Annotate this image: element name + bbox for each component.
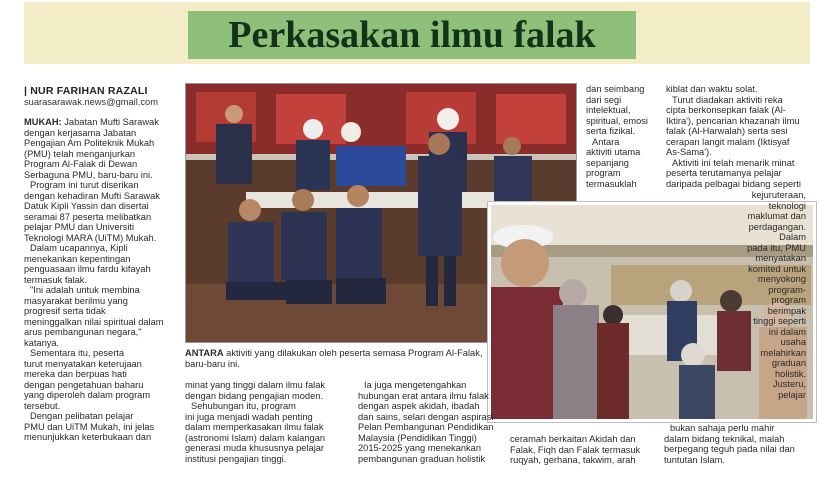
column-5-right xyxy=(714,190,806,400)
col2-line: dengan bidang pengajian moden. xyxy=(185,390,324,401)
column-1-line xyxy=(24,254,164,265)
column-1-line xyxy=(24,128,164,139)
column-3 xyxy=(358,380,493,464)
col4-top-line: dari segi xyxy=(586,94,622,105)
column-1-line xyxy=(24,243,164,254)
column-1-line xyxy=(24,212,164,223)
line-text: "Ini adalah untuk membina xyxy=(30,285,140,295)
column-1-line xyxy=(24,422,164,433)
line-text: Datuk Kipli Yassin dan disertai xyxy=(24,201,149,211)
col3-line: Ia juga mengetengahkan xyxy=(364,380,467,390)
column-1-line xyxy=(24,149,164,160)
col3-line: hubungan erat antara ilmu falak xyxy=(358,390,489,401)
line-text: dengan kerjasama Jabatan xyxy=(24,127,137,138)
line-text: Program Al-Falak di Dewan xyxy=(24,159,138,169)
column-1 xyxy=(24,117,164,443)
headline-box xyxy=(188,11,636,59)
col5-right-line: pelajar xyxy=(778,389,806,400)
col5-right-line: berimpak xyxy=(767,305,806,316)
column-1-line xyxy=(24,138,164,149)
col4-bottom-line: ruqyah, gerhana, takwim, arah xyxy=(510,455,636,465)
col5-top-line: peserta terutamanya pelajar xyxy=(666,168,782,178)
column-1-line xyxy=(24,390,164,401)
col5-top-line: cerapan langit malam (Iktisyaf xyxy=(666,136,790,147)
line-text: Dengan pelibatan pelajar xyxy=(30,411,134,421)
col5-top-line: daripada pelbagai bidang seperti xyxy=(666,178,801,189)
author-email: suarasarawak.news@gmail.com xyxy=(24,97,158,107)
column-1-line xyxy=(24,432,164,443)
column-1-line xyxy=(24,306,164,317)
col4-top-line: dan seimbang xyxy=(586,84,645,94)
column-1-line xyxy=(24,201,164,212)
col5-top-line: cipta berkonsepkan falak (Al- xyxy=(666,105,786,115)
col4-top-line: aktiviti utama xyxy=(586,147,641,157)
col4-top-line: spiritual, emosi xyxy=(586,115,649,126)
col2-line: Sehubungan itu, program xyxy=(191,401,296,411)
col5-right-line: tinggi seperti xyxy=(753,316,806,326)
line-text: Serbaguna PMU, baru-baru ini. xyxy=(24,169,153,180)
col4-bottom-line: Falak, Fiqh dan Falak termasuk xyxy=(510,444,641,455)
caption-line-2: baru-baru ini. xyxy=(185,358,240,369)
col5-bottom-line: bukan sahaja perlu mahir xyxy=(670,423,775,433)
column-1-line xyxy=(24,285,164,296)
col3-line: dengan aspek akidah, ibadah xyxy=(358,401,480,411)
column-1-line xyxy=(24,369,164,380)
col5-right-line: Dalam xyxy=(779,232,806,242)
column-5-bottom xyxy=(664,423,795,465)
line-text: menekankan kepentingan xyxy=(24,253,131,264)
headline: Perkasakan ilmu falak xyxy=(228,14,596,56)
col3-line: Malaysia (Pendidikan Tinggi) xyxy=(358,432,477,443)
col5-bottom-line: tuntutan Islam. xyxy=(664,454,725,465)
col5-right-line: teknologi xyxy=(768,200,806,211)
col5-right-line: menyokong xyxy=(757,274,806,284)
line-text: masyarakat berilmu yang xyxy=(24,295,128,306)
col5-right-line: program- xyxy=(768,284,806,295)
column-1-line xyxy=(24,170,164,181)
col3-line: pembangunan graduan holistik xyxy=(358,453,486,464)
col5-bottom-line: berpegang teguh pada nilai dan xyxy=(664,444,795,454)
photo-caption xyxy=(185,348,482,369)
line-text: menunjukkan keterbukaan dan xyxy=(24,432,152,442)
column-1-line xyxy=(24,159,164,170)
line-text: progresif serta tidak xyxy=(24,306,106,316)
col5-top-line: Turut diadakan aktiviti reka xyxy=(672,94,783,105)
column-2 xyxy=(185,380,325,464)
line-text: Jabatan Mufti Sarawak xyxy=(61,117,159,127)
line-text: arus pembangunan negara," xyxy=(24,327,142,337)
line-text: tersebut. xyxy=(24,400,61,411)
column-1-line xyxy=(24,359,164,370)
line-text: dengan pengetahuan baharu xyxy=(24,379,144,390)
col4-top-line: termasuklah xyxy=(586,178,637,189)
line-text: Sementara itu, peserta xyxy=(30,348,125,358)
col5-right-line: Justeru, xyxy=(772,379,806,389)
col2-line: generasi muda khususnya pelajar xyxy=(185,443,325,453)
col5-right-line: program xyxy=(771,295,806,305)
line-text: Pengajian Am Politeknik Mukah xyxy=(24,138,155,148)
author-byline: | NUR FARIHAN RAZALI xyxy=(24,85,148,97)
col5-right-line: ini dalam xyxy=(768,326,806,337)
col5-right-line: perdagangan. xyxy=(748,221,806,232)
col5-right-line: menyatakan xyxy=(755,253,806,263)
column-4-top xyxy=(586,84,648,189)
line-text: Program ini turut diserikan xyxy=(30,180,139,190)
col3-line: Pelan Pembangunan Pendidikan xyxy=(358,422,494,432)
col5-top-line: Aktiviti ini telah menarik minat xyxy=(672,157,795,168)
col4-bottom-line: ceramah berkaitan Akidah dan xyxy=(510,434,636,444)
column-4-bottom xyxy=(510,434,640,466)
col5-right-line: kejuruteraan, xyxy=(751,190,806,200)
col3-line: dan sains, selari dengan aspirasi xyxy=(358,411,494,422)
line-text: pelajar PMU dan Universiti xyxy=(24,222,135,232)
col4-top-line: Antara xyxy=(592,136,620,147)
column-1-line xyxy=(24,411,164,422)
col2-line: institusi pengajian tinggi. xyxy=(185,453,287,464)
caption-lead: ANTARA xyxy=(185,348,224,358)
col5-right-line: usaha xyxy=(780,337,806,347)
col5-right-line: komited untuk xyxy=(748,263,806,274)
col4-top-line: program xyxy=(586,168,621,178)
caption-line-1: aktiviti yang dilakukan oleh peserta semasa Program Al-Falak, xyxy=(223,348,483,358)
column-1-line xyxy=(24,296,164,307)
col2-line: minat yang tinggi dalam ilmu falak xyxy=(185,380,326,390)
line-text: dengan kehadiran Mufti Sarawak xyxy=(24,190,160,201)
column-1-line xyxy=(24,401,164,412)
column-1-line xyxy=(24,264,164,275)
column-1-line xyxy=(24,317,164,328)
column-1-line xyxy=(24,275,164,286)
col5-top-line: As-Sama'). xyxy=(666,147,712,157)
col5-top-line: falak (Al-Harwalah) serta sesi xyxy=(666,126,788,136)
col5-bottom-line: dalam bidang teknikal, malah xyxy=(664,433,785,444)
column-1-line xyxy=(24,338,164,349)
column-1-line xyxy=(24,348,164,359)
col4-top-line: serta fizikal. xyxy=(586,126,636,136)
line-text: seramai 87 peserta melibatkan xyxy=(24,211,152,222)
column-1-line xyxy=(24,222,164,233)
col5-right-line: holistik. xyxy=(774,368,806,379)
col5-top-line: Iktira'), pencarian khazanah ilmu xyxy=(666,115,800,126)
line-text: meninggalkan nilai spiritual dalam xyxy=(24,316,164,327)
column-1-line xyxy=(24,191,164,202)
column-1-line xyxy=(24,233,164,244)
line-text: Dalam ucapannya, Kipli xyxy=(30,243,128,253)
dateline: MUKAH: xyxy=(24,117,62,127)
col5-right-line: maklumat dan xyxy=(747,211,806,221)
col5-right-line: melahirkan xyxy=(760,347,806,358)
col5-right-line: pada itu, PMU xyxy=(747,242,806,253)
line-text: termasuk falak. xyxy=(24,274,88,285)
column-1-line xyxy=(24,117,164,128)
line-text: katanya. xyxy=(24,337,60,348)
line-text: yang diperoleh dalam program xyxy=(24,390,151,400)
column-1-line xyxy=(24,380,164,391)
column-1-line xyxy=(24,327,164,338)
line-text: mereka dan berpuas hati xyxy=(24,369,127,379)
col4-top-line: sepanjang xyxy=(586,157,629,168)
col3-line: 2015-2025 yang menekankan xyxy=(358,443,482,453)
line-text: (PMU) telah menganjurkan xyxy=(24,148,136,159)
column-5-top xyxy=(666,84,801,189)
col2-line: dalam memperkasakan ilmu falak xyxy=(185,422,324,432)
line-text: PMU dan UiTM Mukah, ini jelas xyxy=(24,421,155,432)
col5-top-line: kiblat dan waktu solat. xyxy=(666,84,758,94)
col5-right-line: graduan xyxy=(771,358,806,368)
line-text: penguasaan ilmu fardu kifayah xyxy=(24,264,151,274)
column-1-line xyxy=(24,180,164,191)
col2-line: ini juga menjadi wadah penting xyxy=(185,411,313,422)
line-text: Teknologi MARA (UiTM) Mukah. xyxy=(24,232,157,243)
col2-line: (astronomi Islam) dalam kalangan xyxy=(185,432,326,443)
line-text: turut menyatakan keterujaan xyxy=(24,358,142,369)
col4-top-line: intelektual, xyxy=(586,105,631,115)
